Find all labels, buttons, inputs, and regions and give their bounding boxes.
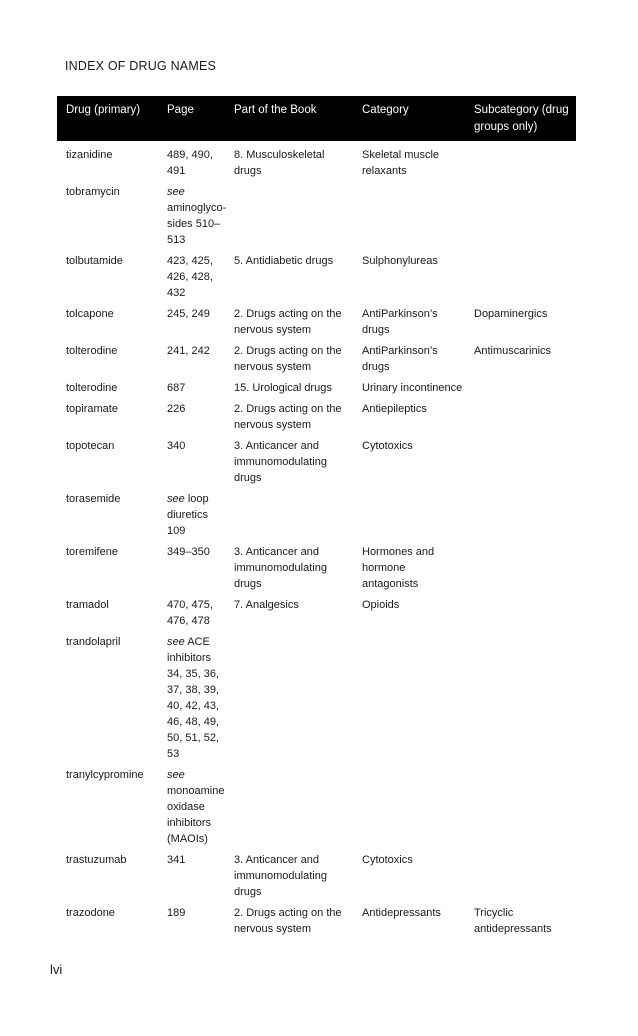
cell-drug-text: tobramycin bbox=[66, 186, 120, 198]
cell-category bbox=[353, 399, 465, 436]
table-row bbox=[57, 632, 576, 765]
table-row bbox=[57, 341, 576, 378]
cell-page bbox=[158, 903, 225, 940]
cell-page-text: loop diuretics 109 bbox=[167, 493, 209, 537]
see-reference: see bbox=[167, 186, 185, 198]
cell-page-text: 687 bbox=[167, 382, 186, 394]
table-body bbox=[57, 141, 576, 940]
drug-index-table bbox=[57, 96, 576, 940]
cell-subcategory bbox=[465, 251, 576, 304]
cell-drug-text: trandolapril bbox=[66, 636, 121, 648]
cell-page-text: aminoglyco-sides 510–513 bbox=[167, 202, 227, 246]
header-category: Category bbox=[353, 96, 465, 141]
cell-category bbox=[353, 341, 465, 378]
see-reference: see bbox=[167, 636, 185, 648]
table-row bbox=[57, 903, 576, 940]
cell-page-text: 349–350 bbox=[167, 546, 210, 558]
cell-part-text: 2. Drugs acting on the nervous system bbox=[234, 308, 342, 336]
cell-category bbox=[353, 141, 465, 182]
table-row bbox=[57, 182, 576, 251]
table-row bbox=[57, 251, 576, 304]
cell-page bbox=[158, 850, 225, 903]
see-reference: see bbox=[167, 769, 185, 781]
cell-category bbox=[353, 378, 465, 399]
cell-category-text: Cytotoxics bbox=[362, 854, 413, 866]
cell-drug-text: topiramate bbox=[66, 403, 118, 415]
cell-page bbox=[158, 436, 225, 489]
cell-part bbox=[225, 341, 353, 378]
cell-part-text: 3. Anticancer and immunomodulating drugs bbox=[234, 546, 327, 590]
cell-part bbox=[225, 399, 353, 436]
cell-drug-text: tolterodine bbox=[66, 382, 118, 394]
running-head: INDEX OF DRUG NAMES bbox=[65, 59, 217, 73]
cell-drug-text: tizanidine bbox=[66, 149, 113, 161]
table-row bbox=[57, 595, 576, 632]
cell-subcategory-text: Dopaminergics bbox=[474, 308, 548, 320]
cell-part bbox=[225, 436, 353, 489]
header-page: Page bbox=[158, 96, 225, 141]
cell-part-text: 8. Musculoskeletal drugs bbox=[234, 149, 325, 177]
cell-subcategory bbox=[465, 632, 576, 765]
cell-part bbox=[225, 251, 353, 304]
cell-page bbox=[158, 378, 225, 399]
cell-part bbox=[225, 141, 353, 182]
cell-page bbox=[158, 304, 225, 341]
cell-part bbox=[225, 850, 353, 903]
cell-page bbox=[158, 632, 225, 765]
cell-page bbox=[158, 141, 225, 182]
cell-drug bbox=[57, 765, 158, 850]
cell-category bbox=[353, 489, 465, 542]
cell-category-text: Hormones and hormone antagonists bbox=[362, 546, 435, 590]
cell-drug bbox=[57, 141, 158, 182]
cell-page-text: 423, 425, 426, 428, 432 bbox=[167, 255, 213, 299]
cell-subcategory bbox=[465, 141, 576, 182]
cell-drug bbox=[57, 251, 158, 304]
table-row bbox=[57, 489, 576, 542]
cell-category-text: Cytotoxics bbox=[362, 440, 413, 452]
header-part: Part of the Book bbox=[225, 96, 353, 141]
cell-subcategory bbox=[465, 304, 576, 341]
cell-drug bbox=[57, 850, 158, 903]
cell-subcategory bbox=[465, 903, 576, 940]
cell-part bbox=[225, 378, 353, 399]
table-row bbox=[57, 378, 576, 399]
cell-category bbox=[353, 903, 465, 940]
cell-part bbox=[225, 542, 353, 595]
cell-page-text: 189 bbox=[167, 907, 186, 919]
cell-drug-text: tolbutamide bbox=[66, 255, 123, 267]
cell-subcategory bbox=[465, 378, 576, 399]
cell-category-text: Urinary incontinence bbox=[362, 382, 463, 394]
header-drug: Drug (primary) bbox=[57, 96, 158, 141]
cell-part-text: 15. Urological drugs bbox=[234, 382, 332, 394]
cell-page bbox=[158, 765, 225, 850]
cell-category bbox=[353, 595, 465, 632]
cell-page-text: 245, 249 bbox=[167, 308, 210, 320]
cell-drug bbox=[57, 341, 158, 378]
cell-part bbox=[225, 304, 353, 341]
cell-subcategory bbox=[465, 436, 576, 489]
cell-page bbox=[158, 489, 225, 542]
cell-category-text: AntiParkinson’s drugs bbox=[362, 308, 438, 336]
cell-category-text: Antidepressants bbox=[362, 907, 441, 919]
header-subcategory: Subcategory (drug groups only) bbox=[465, 96, 576, 141]
cell-page-text: 341 bbox=[167, 854, 186, 866]
cell-drug bbox=[57, 632, 158, 765]
cell-drug-text: tolcapone bbox=[66, 308, 114, 320]
cell-drug bbox=[57, 399, 158, 436]
cell-page-text: 340 bbox=[167, 440, 186, 452]
cell-drug-text: tranylcypromine bbox=[66, 769, 144, 781]
cell-drug bbox=[57, 378, 158, 399]
table-header-row bbox=[57, 96, 576, 141]
cell-page-text: 241, 242 bbox=[167, 345, 210, 357]
cell-subcategory bbox=[465, 850, 576, 903]
cell-subcategory bbox=[465, 489, 576, 542]
cell-category bbox=[353, 850, 465, 903]
cell-page bbox=[158, 595, 225, 632]
table-row bbox=[57, 304, 576, 341]
cell-drug-text: trastuzumab bbox=[66, 854, 127, 866]
table-row bbox=[57, 399, 576, 436]
cell-part bbox=[225, 595, 353, 632]
cell-drug-text: torasemide bbox=[66, 493, 121, 505]
cell-part bbox=[225, 765, 353, 850]
cell-subcategory bbox=[465, 765, 576, 850]
cell-drug-text: topotecan bbox=[66, 440, 115, 452]
cell-drug-text: tramadol bbox=[66, 599, 109, 611]
cell-part-text: 3. Anticancer and immunomodulating drugs bbox=[234, 854, 327, 898]
cell-category-text: AntiParkinson’s drugs bbox=[362, 345, 438, 373]
table-row bbox=[57, 765, 576, 850]
cell-subcategory bbox=[465, 542, 576, 595]
cell-part-text: 5. Antidiabetic drugs bbox=[234, 255, 334, 267]
table-row bbox=[57, 850, 576, 903]
cell-category-text: Antiepileptics bbox=[362, 403, 427, 415]
cell-part-text: 2. Drugs acting on the nervous system bbox=[234, 907, 342, 935]
cell-part-text: 2. Drugs acting on the nervous system bbox=[234, 403, 342, 431]
table-row bbox=[57, 141, 576, 182]
page-number: lvi bbox=[50, 962, 63, 977]
cell-category bbox=[353, 436, 465, 489]
cell-part-text: 7. Analgesics bbox=[234, 599, 299, 611]
cell-category-text: Sulphonylureas bbox=[362, 255, 438, 267]
cell-drug-text: trazodone bbox=[66, 907, 115, 919]
cell-page-text: 470, 475, 476, 478 bbox=[167, 599, 213, 627]
cell-drug-text: tolterodine bbox=[66, 345, 118, 357]
see-reference: see bbox=[167, 493, 185, 505]
cell-drug-text: toremifene bbox=[66, 546, 118, 558]
cell-page bbox=[158, 182, 225, 251]
cell-subcategory bbox=[465, 182, 576, 251]
cell-page bbox=[158, 341, 225, 378]
table-row bbox=[57, 436, 576, 489]
cell-drug bbox=[57, 489, 158, 542]
cell-page bbox=[158, 542, 225, 595]
cell-part-text: 2. Drugs acting on the nervous system bbox=[234, 345, 342, 373]
cell-drug bbox=[57, 542, 158, 595]
cell-subcategory-text: Antimuscarinics bbox=[474, 345, 552, 357]
cell-page bbox=[158, 251, 225, 304]
cell-page-text: 489, 490, 491 bbox=[167, 149, 213, 177]
cell-page-text: monoamine oxidase inhibitors (MAOIs) bbox=[167, 785, 225, 845]
cell-page-text: 226 bbox=[167, 403, 186, 415]
cell-category bbox=[353, 304, 465, 341]
cell-subcategory-text: Tricyclic antidepressants bbox=[474, 907, 552, 935]
cell-category bbox=[353, 542, 465, 595]
cell-part bbox=[225, 182, 353, 251]
table-row bbox=[57, 542, 576, 595]
cell-category bbox=[353, 182, 465, 251]
cell-drug bbox=[57, 182, 158, 251]
cell-category bbox=[353, 765, 465, 850]
cell-page-text: ACE inhibitors 34, 35, 36, 37, 38, 39, 40, 42, 43, 46, 48, 49, 50, 51, 52, 53 bbox=[167, 636, 219, 760]
cell-subcategory bbox=[465, 341, 576, 378]
cell-part-text: 3. Anticancer and immunomodulating drugs bbox=[234, 440, 327, 484]
cell-category bbox=[353, 251, 465, 304]
cell-part bbox=[225, 903, 353, 940]
cell-drug bbox=[57, 436, 158, 489]
cell-page bbox=[158, 399, 225, 436]
cell-subcategory bbox=[465, 595, 576, 632]
cell-drug bbox=[57, 304, 158, 341]
cell-category-text: Skeletal muscle relaxants bbox=[362, 149, 440, 177]
cell-category-text: Opioids bbox=[362, 599, 400, 611]
cell-subcategory bbox=[465, 399, 576, 436]
cell-drug bbox=[57, 595, 158, 632]
cell-part bbox=[225, 489, 353, 542]
cell-category bbox=[353, 632, 465, 765]
cell-part bbox=[225, 632, 353, 765]
cell-drug bbox=[57, 903, 158, 940]
